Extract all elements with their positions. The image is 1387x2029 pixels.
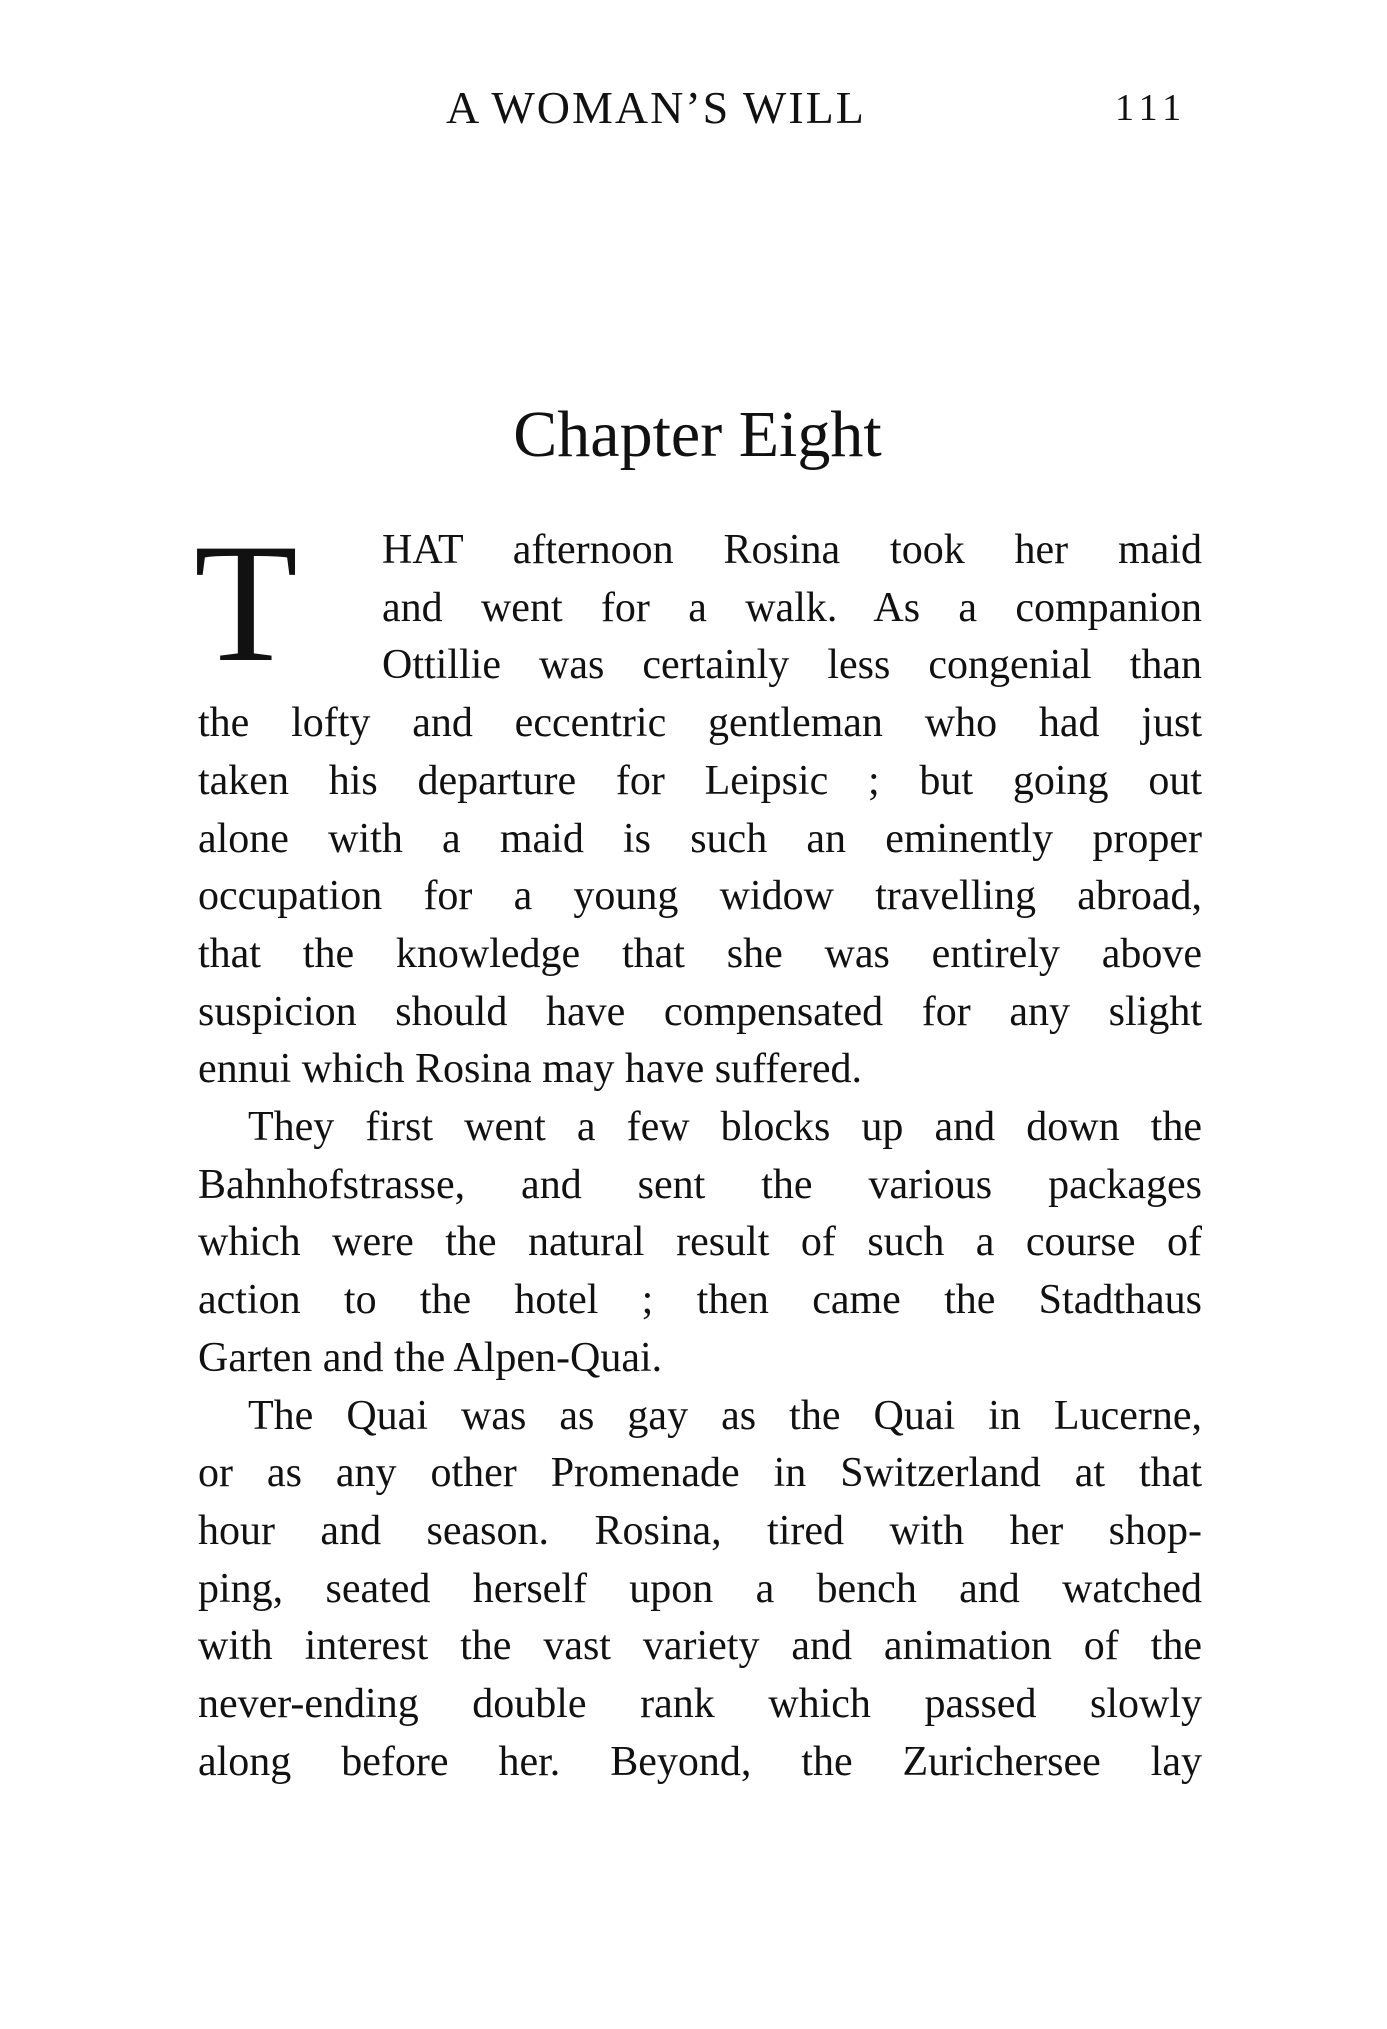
- text-line: never-ending double rank which passed slowly: [198, 1681, 1202, 1728]
- paragraph-1-continued: [198, 695, 1202, 1099]
- page-number: 111: [1115, 87, 1188, 129]
- text-line: occupation for a young widow travelling abroad,: [198, 873, 1202, 920]
- text-line: that the knowledge that she was entirely above: [198, 930, 1202, 977]
- paragraph-2: [198, 1099, 1202, 1388]
- text-line: the lofty and eccentric gentleman who had just: [198, 700, 1202, 747]
- text-line: action to the hotel ; then came the Stadthaus: [198, 1277, 1202, 1324]
- text-line: Bahnhofstrasse, and sent the various packages: [198, 1161, 1202, 1208]
- text-line: HAT afternoon Rosina took her maid: [382, 527, 1202, 573]
- text-line: taken his departure for Leipsic ; but going out: [198, 757, 1202, 804]
- paragraph-1-opening: [194, 509, 1202, 697]
- text-line: They first went a few blocks up and down the: [248, 1104, 1202, 1151]
- text-line: along before her. Beyond, the Zurichersee lay: [198, 1738, 1202, 1785]
- text-line: suspicion should have compensated for any slight: [198, 988, 1202, 1035]
- drop-cap: T: [194, 509, 298, 697]
- chapter-title: Chapter Eight: [513, 398, 882, 471]
- text-line: ennui which Rosina may have suffered.: [198, 1046, 863, 1093]
- running-title: A WOMAN’S WILL: [446, 82, 866, 133]
- running-head: [0, 78, 1387, 138]
- text-line: which were the natural result of such a course of: [198, 1219, 1202, 1266]
- paragraph-3: [198, 1388, 1202, 1792]
- body-text: [194, 509, 1202, 1791]
- text-line: with interest the vast variety and animation of the: [198, 1623, 1202, 1670]
- text-line: ping, seated herself upon a bench and watched: [198, 1565, 1202, 1612]
- text-line: and went for a walk. As a companion: [382, 584, 1202, 631]
- text-line: hour and season. Rosina, tired with her shop-: [198, 1507, 1202, 1554]
- text-line: Ottillie was certainly less congenial than: [382, 642, 1202, 689]
- text-line: The Quai was as gay as the Quai in Lucerne,: [248, 1392, 1202, 1439]
- text-line: alone with a maid is such an eminently proper: [198, 815, 1202, 862]
- text-line: Garten and the Alpen-Quai.: [198, 1334, 663, 1381]
- text-line: or as any other Promenade in Switzerland at that: [198, 1450, 1202, 1497]
